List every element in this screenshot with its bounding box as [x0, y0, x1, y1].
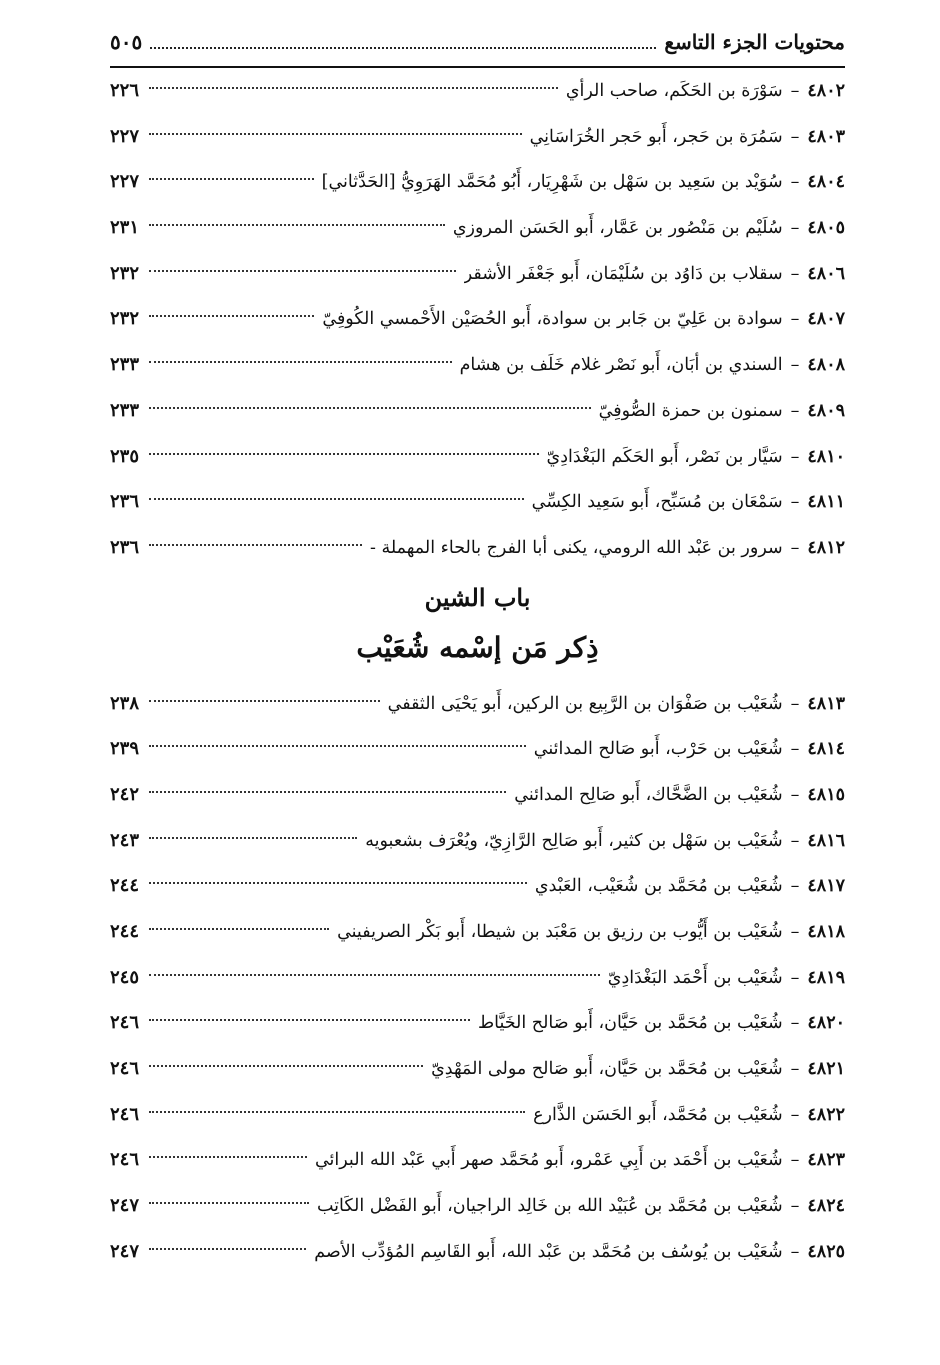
entry-number: ٤٨١٩: [807, 967, 845, 988]
leader-dots: [149, 1019, 470, 1021]
entry-dash: –: [790, 446, 800, 467]
entry-number: ٤٨٠٢: [807, 81, 845, 101]
entry-dash: –: [790, 81, 800, 101]
entry-number: ٤٨١٨: [807, 922, 845, 942]
header-page-number: ٥٠٥: [110, 30, 143, 54]
entry-number: ٤٨٢٤: [807, 1196, 845, 1217]
section-subtitle: ذِكر مَن إسْمه شُعَيْب: [356, 630, 599, 664]
entry-page-number: ٢٤٤: [110, 921, 140, 942]
entry-dash: –: [790, 693, 800, 714]
entry-dash: –: [790, 1150, 800, 1171]
leader-dots: [149, 224, 445, 226]
leader-dots: [149, 453, 539, 455]
toc-entry: [110, 772, 845, 818]
toc-entry: [110, 863, 845, 909]
entry-name: سَيَّار بن نَصْر، أَبو الحَكَم البَغْدَادِيّ: [546, 446, 783, 467]
entry-name: سُوَيْد بن سَعِيد بن سَهْل بن شَهْرِيَار، أَبُو مُحَمَّد الهَرَوِيُّ [الحَدَّثاني]: [321, 172, 783, 193]
entry-page-number: ٢٣٣: [110, 354, 140, 376]
entry-dash: –: [790, 1196, 800, 1217]
entry-name: السندي بن أبَان، أَبو نَصْر غلام خَلَف بن هشام: [459, 355, 783, 376]
entry-name: شُعَيْب بن مُحَمَّد بن حَيَّان، أَبو صَالح الخَيَّاط: [477, 1013, 783, 1034]
entry-page-number: ٢٣٦: [110, 491, 140, 513]
entry-number: ٤٨١٦: [807, 830, 845, 851]
toc-entry: [110, 818, 845, 864]
entry-number: ٤٨٠٥: [807, 218, 845, 239]
leader-dots: [149, 791, 506, 793]
entry-dash: –: [790, 922, 800, 942]
entry-dash: –: [790, 784, 800, 805]
entry-dash: –: [790, 309, 800, 330]
entry-number: ٤٨٠٧: [807, 309, 845, 330]
entry-name: سرور بن عَبْد الله الرومي، يكنى أبا الفرج بالحاء المهملة -: [369, 537, 783, 558]
entry-page-number: ٢٤٣: [110, 829, 140, 851]
toc-entry: [110, 342, 845, 388]
entry-name: شُعَيْب بن صَفْوَان بن الرَّبِيع بن الركين، أَبو يَحْيَى الثقفي: [387, 693, 783, 714]
leader-dots: [149, 837, 357, 839]
entry-page-number: ٢٣٢: [110, 308, 140, 330]
entry-number: ٤٨٠٦: [807, 263, 845, 284]
entry-number: ٤٨٢٢: [807, 1104, 845, 1125]
leader-dots: [149, 498, 524, 500]
entry-page-number: ٢٣٦: [110, 536, 140, 558]
entry-name: شُعَيْب بن أَحْمَد البَغْدَادِيّ: [607, 967, 783, 988]
entry-number: ٤٨٠٩: [807, 400, 845, 421]
toc-entry: [110, 681, 845, 727]
entry-number: ٤٨١٣: [807, 693, 845, 714]
leader-dots: [149, 974, 600, 976]
entry-number: ٤٨١١: [807, 492, 845, 513]
entry-page-number: ٢٤٦: [110, 1058, 140, 1080]
toc-list-after: [110, 681, 845, 1275]
toc-entry: [110, 296, 845, 342]
entry-dash: –: [790, 355, 800, 376]
entry-dash: –: [790, 876, 800, 897]
entry-number: ٤٨١٧: [807, 876, 845, 897]
entry-name: سمنون بن حمزة الصُّوفِيّ: [598, 400, 783, 421]
toc-entry: [110, 114, 845, 160]
toc-list-before: [110, 68, 845, 571]
entry-name: شُعَيْب بن الضَّحَّاك، أَبو صَالِح المدائني: [514, 784, 783, 805]
entry-page-number: ٢٤٢: [110, 783, 140, 805]
leader-dots: [149, 928, 329, 930]
entry-dash: –: [790, 218, 800, 239]
toc-entry: [110, 955, 845, 1001]
entry-dash: –: [790, 492, 800, 513]
entry-name: شُعَيْب بن سَهْل بن كثير، أَبو صَالِح الرَّازِيّ، ويُعْرَف بشعبويه: [365, 830, 783, 851]
entry-name: سوادة بن عَلِيّ بن جَابر بن سوادة، أَبو الحُصَيْن الأَحْمسي الكُوفِيّ: [322, 309, 783, 330]
entry-page-number: ٢٣٢: [110, 262, 140, 284]
toc-entry: [110, 1229, 845, 1275]
entry-page-number: ٢٤٧: [110, 1195, 140, 1217]
header-leader-dots: [150, 47, 656, 49]
entry-number: ٤٨١٥: [807, 784, 845, 805]
entry-page-number: ٢٤٤: [110, 875, 140, 897]
entry-dash: –: [790, 1241, 800, 1262]
entry-name: شُعَيْب بن يُوسُف بن مُحَمَّد بن عَبْد الله، أَبو القَاسِم المُؤدِّب الأصم: [314, 1241, 783, 1262]
toc-entry: [110, 68, 845, 114]
entry-number: ٤٨١٤: [807, 739, 845, 760]
leader-dots: [149, 1111, 525, 1113]
entry-page-number: ٢٢٧: [110, 125, 140, 147]
entry-name: سَمُرَة بن حَجر، أَبو حَجر الخُرَاسَانِي: [529, 126, 783, 147]
entry-dash: –: [790, 263, 800, 284]
entry-number: ٤٨١٠: [807, 446, 845, 467]
entry-number: ٤٨٢٥: [807, 1241, 845, 1262]
leader-dots: [149, 133, 522, 135]
entry-name: شُعَيْب بن مُحَمَّد بن حَيَّان، أَبو صَالح مولى المَهْدِيّ: [431, 1059, 783, 1080]
entry-name: شُعَيْب بن أَيُّوب بن رزيق بن مَعْبَد بن شيطا، أَبو بَكْر الصريفيني: [337, 922, 783, 942]
section-title: باب الشين: [424, 582, 531, 612]
entry-dash: –: [790, 1104, 800, 1125]
leader-dots: [149, 1248, 306, 1250]
entry-page-number: ٢٤٧: [110, 1240, 140, 1262]
toc-entry: [110, 434, 845, 480]
entry-page-number: ٢٣٥: [110, 445, 140, 467]
toc-entry: [110, 909, 845, 955]
entry-dash: –: [790, 126, 800, 147]
toc-entry: [110, 251, 845, 297]
entry-number: ٤٨٠٣: [807, 126, 845, 147]
leader-dots: [149, 745, 526, 747]
entry-name: شُعَيْب بن مُحَمَّد، أَبو الحَسَن الذَّارع: [533, 1104, 783, 1125]
toc-entry: [110, 1000, 845, 1046]
toc-entry: [110, 1183, 845, 1229]
entry-dash: –: [790, 1059, 800, 1080]
leader-dots: [149, 361, 452, 363]
entry-name: شُعَيْب بن أَحْمَد بن أَبِي عَمْرو، أَبو مُحَمَّد صهر أَبي عَبْد الله البرائي: [314, 1150, 783, 1171]
entry-name: شُعَيْب بن مُحَمَّد بن عُبَيْد الله بن خَالِد الراجيان، أَبو الفَضْل الكَاتِب: [316, 1196, 783, 1217]
entry-page-number: ٢٤٥: [110, 966, 140, 988]
toc-entry: [110, 525, 845, 571]
leader-dots: [149, 270, 456, 272]
entry-dash: –: [790, 1013, 800, 1034]
entry-name: سَمْعَان بن مُسَبِّح، أَبو سَعِيد الكِسِّي: [531, 492, 783, 513]
entry-number: ٤٨٠٨: [807, 355, 845, 376]
entry-name: شُعَيْب بن مُحَمَّد بن شُعَيْب، العَبْدي: [534, 876, 783, 897]
leader-dots: [149, 87, 558, 89]
entry-dash: –: [790, 172, 800, 193]
entry-dash: –: [790, 400, 800, 421]
entry-number: ٤٨١٢: [807, 537, 845, 558]
leader-dots: [149, 178, 314, 180]
toc-entry: [110, 388, 845, 434]
entry-page-number: ٢٢٦: [110, 80, 140, 101]
toc-entry: [110, 479, 845, 525]
toc-entry: [110, 1092, 845, 1138]
entry-name: سَوْرَة بن الحَكَم، صاحب الرأي: [565, 81, 783, 101]
entry-dash: –: [790, 537, 800, 558]
entry-name: سقلاب بن دَاوُد بن سُلَيْمَان، أَبو جَعْفَر الأشقر: [463, 263, 783, 284]
running-header: [110, 30, 845, 68]
entry-page-number: ٢٣١: [110, 217, 140, 239]
entry-dash: –: [790, 830, 800, 851]
leader-dots: [149, 1065, 423, 1067]
entry-number: ٤٨٠٤: [807, 172, 845, 193]
leader-dots: [149, 1202, 309, 1204]
leader-dots: [149, 544, 362, 546]
entry-page-number: ٢٤٦: [110, 1103, 140, 1125]
entry-page-number: ٢٣٣: [110, 399, 140, 421]
leader-dots: [149, 700, 380, 702]
entry-dash: –: [790, 967, 800, 988]
entry-dash: –: [790, 739, 800, 760]
entry-page-number: ٢٢٧: [110, 171, 140, 193]
entry-number: ٤٨٢٠: [807, 1013, 845, 1034]
toc-entry: [110, 159, 845, 205]
entry-name: سُلَيْم بن مَنْصُور بن عَمَّار، أَبو الحَسَن المروزي: [452, 218, 783, 239]
book-page: [110, 30, 845, 1275]
leader-dots: [149, 882, 527, 884]
entry-page-number: ٢٣٨: [110, 692, 140, 714]
entry-name: شُعَيْب بن حَرْب، أَبو صَالح المدائني: [533, 739, 783, 760]
entry-page-number: ٢٤٦: [110, 1012, 140, 1034]
toc-entry: [110, 205, 845, 251]
leader-dots: [149, 315, 314, 317]
entry-number: ٤٨٢٣: [807, 1150, 845, 1171]
entry-page-number: ٢٤٦: [110, 1149, 140, 1171]
leader-dots: [149, 1156, 307, 1158]
entry-number: ٤٨٢١: [807, 1059, 845, 1080]
leader-dots: [149, 407, 591, 409]
toc-entry: [110, 1046, 845, 1092]
entry-page-number: ٢٣٩: [110, 738, 140, 760]
toc-entry: [110, 1137, 845, 1183]
toc-entry: [110, 726, 845, 772]
header-title: محتويات الجزء التاسع: [664, 30, 845, 54]
